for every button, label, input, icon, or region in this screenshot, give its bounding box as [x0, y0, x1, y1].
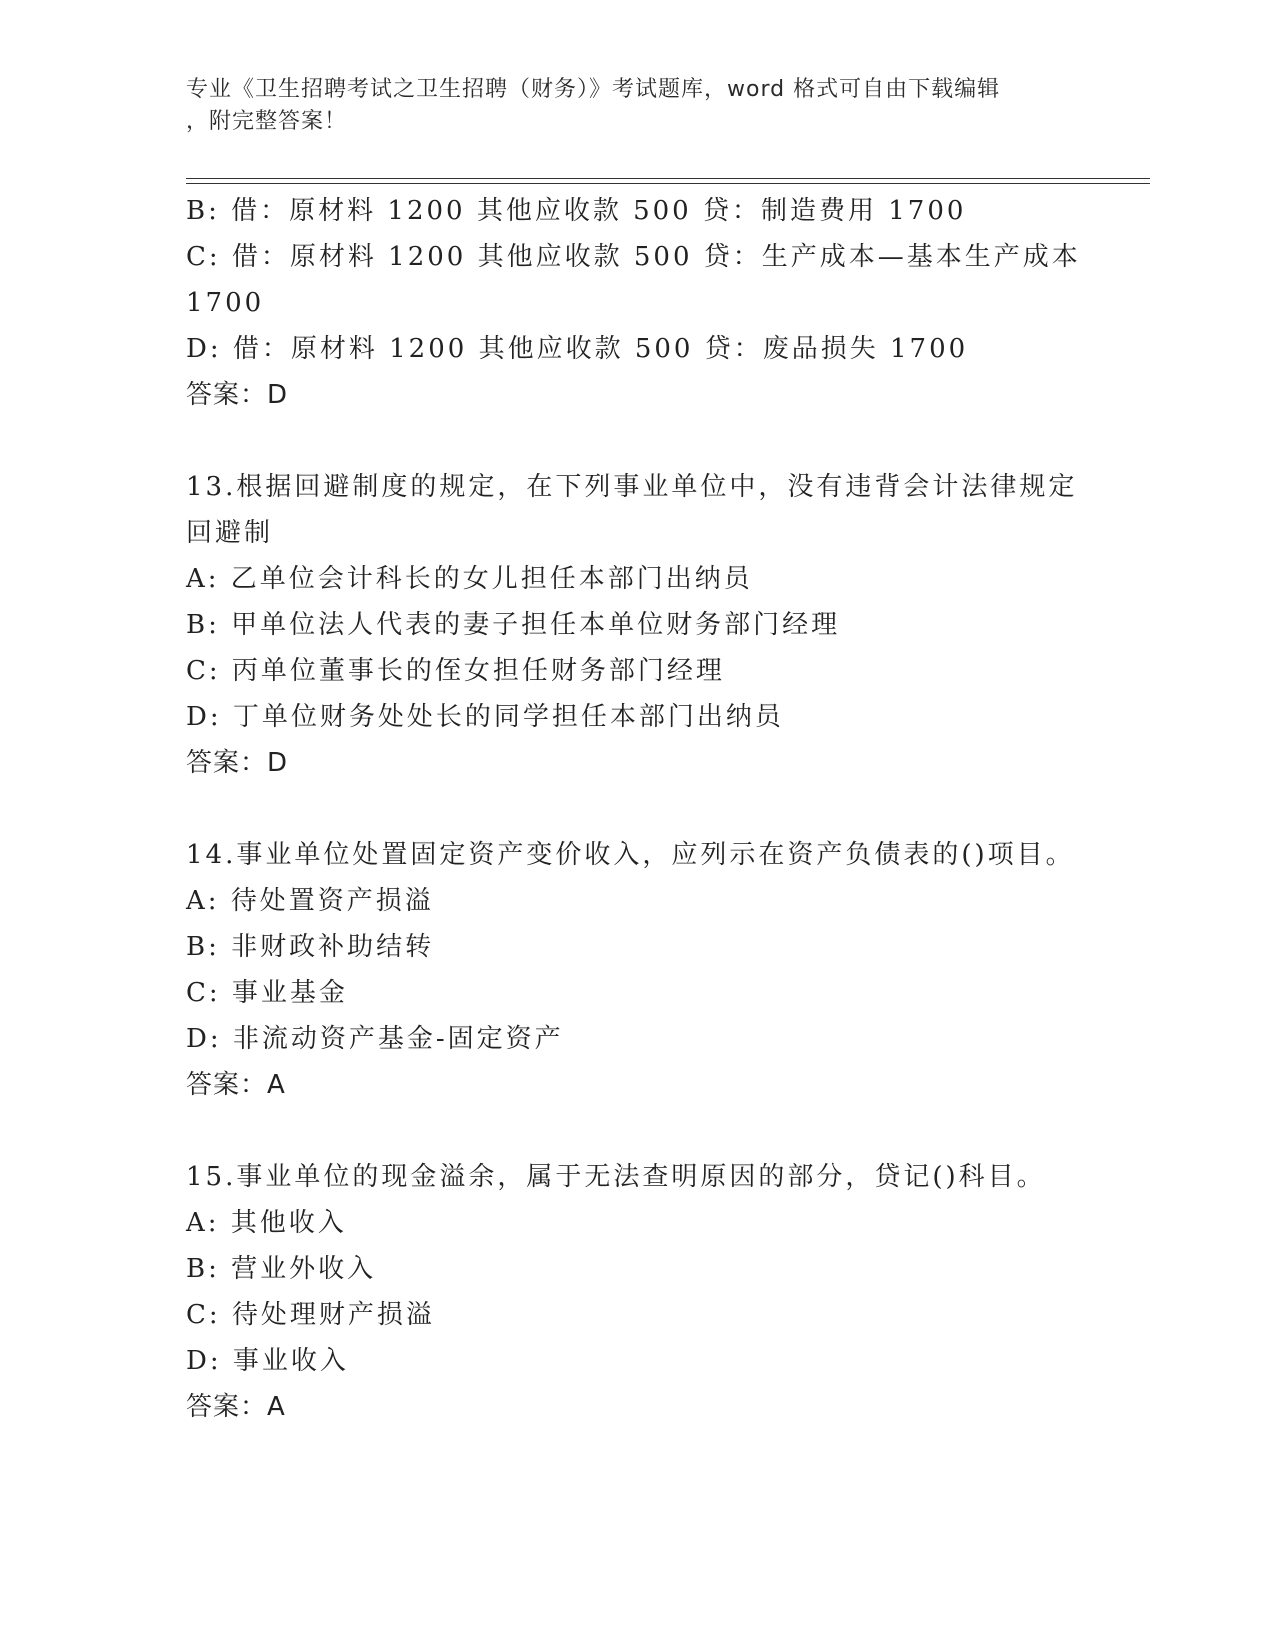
question-stem: 14.事业单位处置固定资产变价收入，应列示在资产负债表的()项目。 — [186, 840, 1075, 870]
option-a: A: 乙单位会计科长的女儿担任本部门出纳员 — [186, 564, 753, 594]
question-13 — [186, 464, 1086, 786]
answer-line: 答案：D — [186, 748, 289, 778]
question-15 — [186, 1154, 1086, 1430]
option-line: D: 借：原材料 1200 其他应收款 500 贷：废品损失 1700 — [186, 334, 969, 364]
option-line: B: 借：原材料 1200 其他应收款 500 贷：制造费用 1700 — [186, 196, 967, 226]
option-line: C: 借：原材料 1200 其他应收款 500 贷：生产成本—基本生产成本 — [186, 242, 1081, 272]
answer-line: 答案：A — [186, 1070, 286, 1100]
option-a: A: 待处置资产损溢 — [186, 886, 434, 916]
header-line-1: 专业《卫生招聘考试之卫生招聘（财务）》考试题库，word 格式可自由下载编辑 — [186, 77, 1001, 102]
option-b: B: 营业外收入 — [186, 1254, 377, 1284]
option-c: C: 事业基金 — [186, 978, 348, 1008]
option-d: D: 事业收入 — [186, 1346, 349, 1376]
option-c: C: 待处理财产损溢 — [186, 1300, 435, 1330]
header-divider-bottom — [186, 183, 1150, 184]
option-d: D: 丁单位财务处处长的同学担任本部门出纳员 — [186, 702, 784, 732]
option-a: A: 其他收入 — [186, 1208, 347, 1238]
answer-line: 答案：D — [186, 380, 289, 410]
question-list — [186, 188, 1086, 1430]
header-line-2: ，附完整答案！ — [186, 109, 348, 134]
option-b: B: 非财政补助结转 — [186, 932, 435, 962]
header-divider-top — [186, 178, 1150, 179]
option-d: D: 非流动资产基金-固定资产 — [186, 1024, 564, 1054]
question-14 — [186, 832, 1086, 1108]
carryover-question — [186, 188, 1086, 418]
option-b: B: 甲单位法人代表的妻子担任本单位财务部门经理 — [186, 610, 841, 640]
document-header — [186, 74, 1066, 138]
option-line: 1700 — [186, 288, 265, 318]
question-stem: 15.事业单位的现金溢余，属于无法查明原因的部分，贷记()科目。 — [186, 1162, 1046, 1192]
option-c: C: 丙单位董事长的侄女担任财务部门经理 — [186, 656, 725, 686]
question-stem: 回避制 — [186, 518, 274, 548]
answer-line: 答案：A — [186, 1392, 286, 1422]
question-stem: 13.根据回避制度的规定，在下列事业单位中，没有违背会计法律规定 — [186, 472, 1078, 502]
